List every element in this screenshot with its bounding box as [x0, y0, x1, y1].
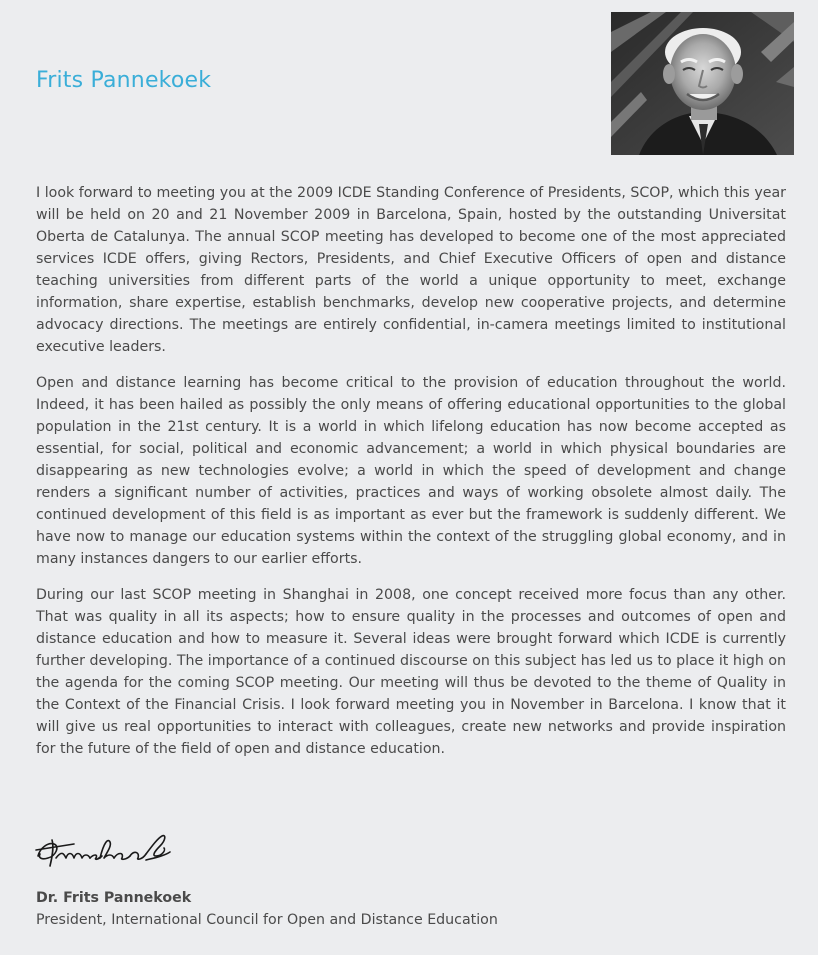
page-title: Frits Pannekoek — [36, 68, 212, 93]
signatory-title: President, International Council for Open and Distance Education — [36, 912, 498, 928]
person-portrait-icon — [611, 12, 794, 155]
signatory-name: Dr. Frits Pannekoek — [36, 890, 192, 906]
signature-icon — [34, 828, 174, 874]
paragraph: I look forward to meeting you at the 2009 ICDE Standing Conference of Presidents, SCOP, which this year will be held on 20 and 21 November 2009 in Barcelona, Spain, hosted by the outstanding Universitat Oberta de Catalunya. The annual SCOP meeting has developed to become one of the most appreciated services ICDE offers, giving Rectors, Presidents, and Chief Executive Officers of open and distance teaching universities from different parts of the world a unique opportunity to meet, exchange information, share expertise, establish benchmarks, develop new cooperative projects, and determine advocacy directions. The meetings are entirely confidential, in-camera meetings limited to institutional executive leaders. — [36, 185, 786, 355]
handwritten-signature — [34, 828, 174, 874]
paragraph: Open and distance learning has become critical to the provision of education throughout the world. Indeed, it has been hailed as possibly the only means of offering educational opportunities to the global population in the 21st century. It is a world in which lifelong education has now become accepted as essential, for social, political and economic advancement; a world in which physical boundaries are disappearing as new technologies evolve; a world in which the speed of development and change renders a significant number of activities, practices and ways of working obsolete almost daily. The continued development of this field is as important as ever but the framework is suddenly different. We have now to manage our education systems within the context of the struggling global economy, and in many instances dangers to our earlier efforts. — [36, 375, 786, 567]
portrait-photo — [611, 12, 794, 155]
paragraph: During our last SCOP meeting in Shanghai in 2008, one concept received more focus than any other. That was quality in all its aspects; how to ensure quality in the processes and outcomes of open and distance education and how to measure it. Several ideas were brought forward which ICDE is currently further developing. The importance of a continued discourse on this subject has led us to place it high on the agenda for the coming SCOP meeting. Our meeting will thus be devoted to the theme of Quality in the Context of the Financial Crisis. I look forward meeting you in November in Barcelona. I know that it will give us real opportunities to interact with colleagues, create new networks and provide inspiration for the future of the field of open and distance education. — [36, 587, 786, 757]
letter-body — [36, 182, 786, 774]
